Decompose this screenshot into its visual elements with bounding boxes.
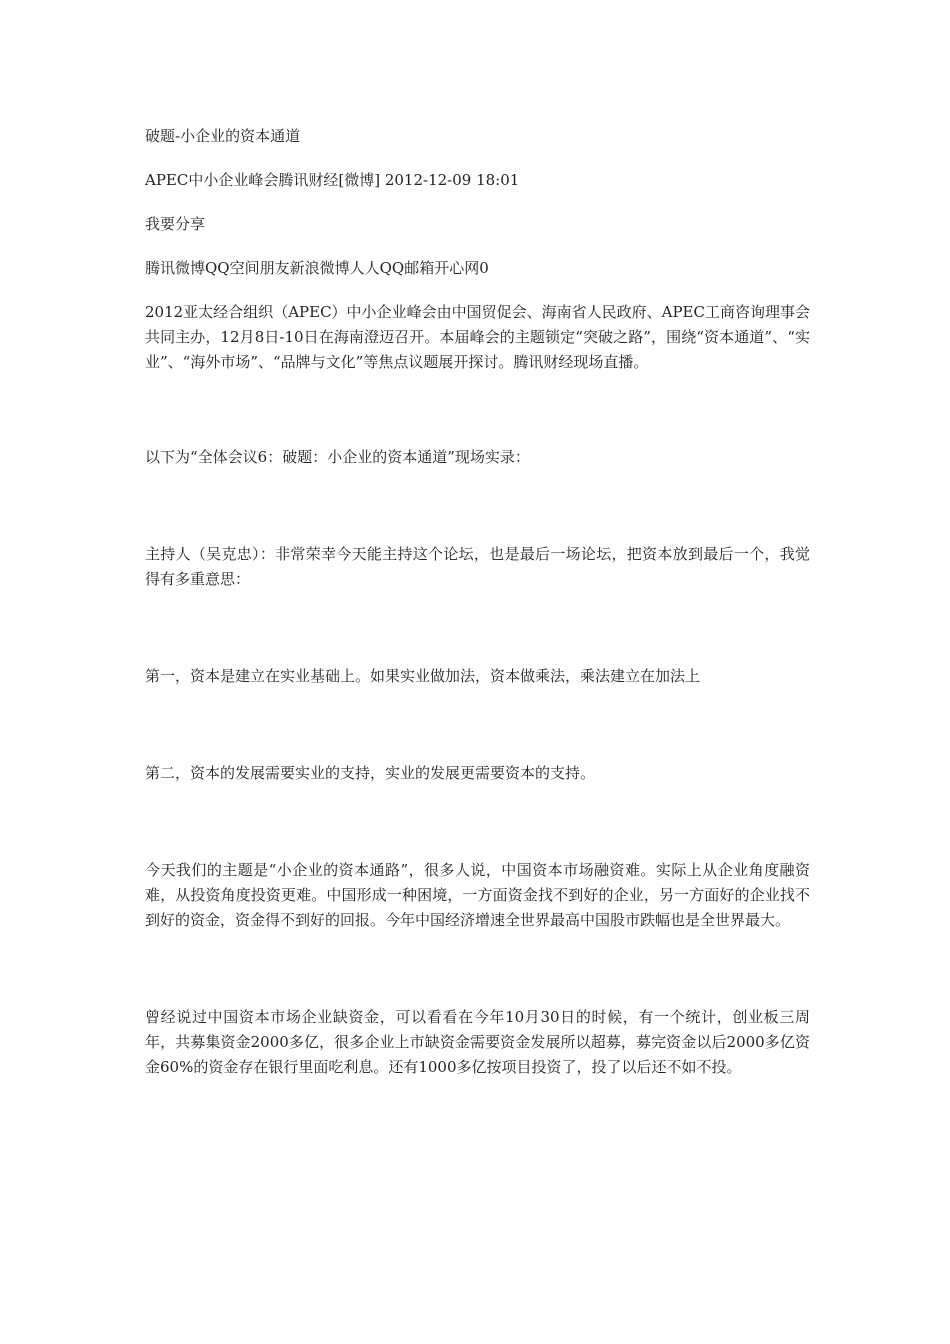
host-opening-paragraph: 主持人（吴克忠）：非常荣幸今天能主持这个论坛，也是最后一场论坛，把资本放到最后一个，我觉得有多重意思：	[145, 545, 810, 588]
point-two-paragraph: 第二，资本的发展需要实业的支持，实业的发展更需要资本的支持。	[145, 764, 596, 782]
article-title: 破题-小企业的资本通道	[145, 127, 301, 145]
transcript-intro: 以下为“全体会议6：破题：小企业的资本通道”现场实录：	[145, 448, 530, 466]
document-body	[145, 124, 810, 1080]
share-label: 我要分享	[145, 215, 206, 233]
intro-paragraph: 2012亚太经合组织（APEC）中小企业峰会由中国贸促会、海南省人民政府、APEC工商咨询理事会共同主办，12月8日-10日在海南澄迈召开。本届峰会的主题锁定“突破之路”，围绕“资本通道”、“实业”、“海外市场”、“品牌与文化”等焦点议题展开探讨。腾讯财经现场直播。	[145, 303, 810, 371]
capital-paragraph: 曾经说过中国资本市场企业缺资金，可以看看在今年10月30日的时候，有一个统计，创业板三周年，共募集资金2000多亿，很多企业上市缺资金需要资金发展所以超募，募完资金以后2000多亿资金60%的资金存在银行里面吃利息。还有1000多亿按项目投资了，投了以后还不如不投。	[145, 1008, 810, 1076]
point-one-paragraph: 第一，资本是建立在实业基础上。如果实业做加法，资本做乘法，乘法建立在加法上	[145, 667, 701, 685]
article-byline: APEC中小企业峰会腾讯财经[微博] 2012-12-09 18:01	[145, 171, 520, 189]
theme-paragraph: 今天我们的主题是“小企业的资本通路”，很多人说，中国资本市场融资难。实际上从企业角度融资难，从投资角度投资更难。中国形成一种困境，一方面资金找不到好的企业，另一方面好的企业找不到好的资金，资金得不到好的回报。今年中国经济增速全世界最高中国股市跌幅也是全世界最大。	[145, 861, 810, 929]
share-links: 腾讯微博QQ空间朋友新浪微博人人QQ邮箱开心网0	[145, 259, 489, 277]
